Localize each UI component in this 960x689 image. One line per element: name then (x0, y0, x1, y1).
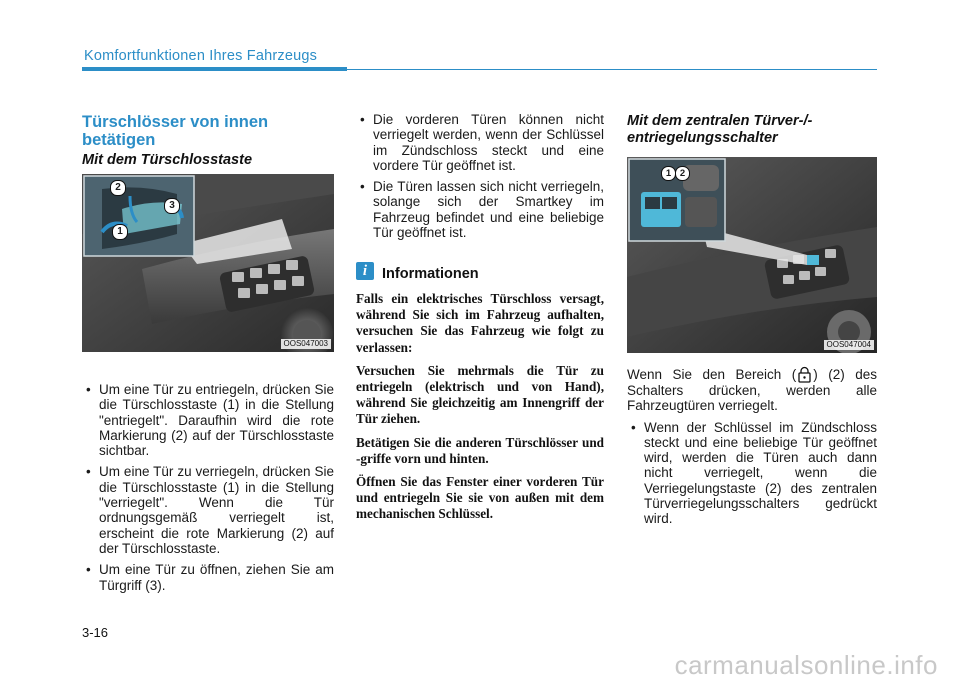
list-item: • Die Türen lassen sich nicht verriegeln, solange sich der Smartkey im Fahrzeug befindet und eine beliebige Tür geöffnet ist. (356, 179, 604, 240)
central-switch-illustration (627, 157, 877, 353)
lock-paragraph (627, 366, 877, 414)
info-paragraph: Versuchen Sie mehrmals die Tür zu entriegeln (elektrisch und von Hand), während Sie gleichzeitig am Innengriff der Tür ziehen. (356, 362, 604, 427)
right-body (627, 366, 877, 533)
lock-paragraph-end: ) (2) des Schalters drücken, werden alle Fahrzeugtüren verriegelt. (627, 367, 877, 414)
door-panel-illustration (82, 174, 334, 352)
lock-icon (797, 366, 812, 383)
door-lock-photo (82, 174, 334, 352)
info-paragraph: Falls ein elektrisches Türschloss versagt, während Sie sich im Fahrzeug aufhalten, versuchen Sie das Fahrzeug wie folgt zu verlassen: (356, 291, 604, 355)
callout-1: 1 (661, 166, 676, 181)
info-paragraph: Öffnen Sie das Fenster einer vorderen Tür und entriegeln Sie sie von außen mit dem mechanischen Schlüssel. (356, 474, 604, 522)
list-item: • Um eine Tür zu verriegeln, drücken Sie die Türschlosstaste (1) in die Stellung "verriegelt". Wenn die Tür ordnungsgemäß verriegelt ist, erscheint die rote Markierung (2) auf der Türschlosstaste. (82, 464, 334, 556)
image-code: OOS047004 (824, 340, 874, 350)
left-subtitle: Mit dem Türschlosstaste (82, 152, 253, 168)
callout-2: 2 (675, 166, 690, 181)
header-bar (82, 67, 347, 71)
list-item: • Um eine Tür zu öffnen, ziehen Sie am Türgriff (3). (82, 562, 334, 593)
info-box (356, 291, 604, 530)
image-code: OOS047003 (281, 339, 331, 349)
info-heading: Informationen (382, 266, 479, 282)
right-bullet-list (627, 420, 877, 527)
right-subtitle: Mit dem zentralen Türver-/-entriegelungsschalter (627, 113, 813, 146)
central-lock-photo (627, 157, 877, 353)
list-item: • Um eine Tür zu entriegeln, drücken Sie die Türschlosstaste (1) in die Stellung "entriegelt". Daraufhin wird die rote Markierung (2) auf der Türschlosstaste sichtbar. (82, 382, 334, 458)
callout-2: 2 (110, 180, 126, 196)
lock-paragraph-start: Wenn Sie den Bereich ( (627, 367, 797, 382)
left-bullet-list (82, 382, 334, 599)
page-number: 3-16 (82, 625, 109, 640)
middle-bullet-list (356, 112, 604, 246)
list-item: • Die vorderen Türen können nicht verriegelt werden, wenn der Schlüssel im Zündschloss steckt und eine vordere Tür geöffnet ist. (356, 112, 604, 173)
info-paragraph: Betätigen Sie die anderen Türschlösser und -griffe vorn und hinten. (356, 434, 604, 466)
section-title: Türschlösser von innen betätigen (82, 113, 269, 149)
callout-1: 1 (112, 224, 128, 240)
watermark: carmanualsonline.info (674, 650, 938, 680)
list-item: • Wenn der Schlüssel im Zündschloss steckt und eine beliebige Tür geöffnet wird, werden die Türen auch dann nicht verriegelt, wenn die Verriegelungstaste (2) des zentralen Türverriegelungsschalters gedrückt wird. (627, 420, 877, 527)
info-icon: i (356, 262, 374, 280)
header-rule (347, 69, 877, 71)
chapter-title: Komfortfunktionen Ihres Fahrzeugs (84, 48, 318, 64)
callout-3: 3 (164, 198, 180, 214)
